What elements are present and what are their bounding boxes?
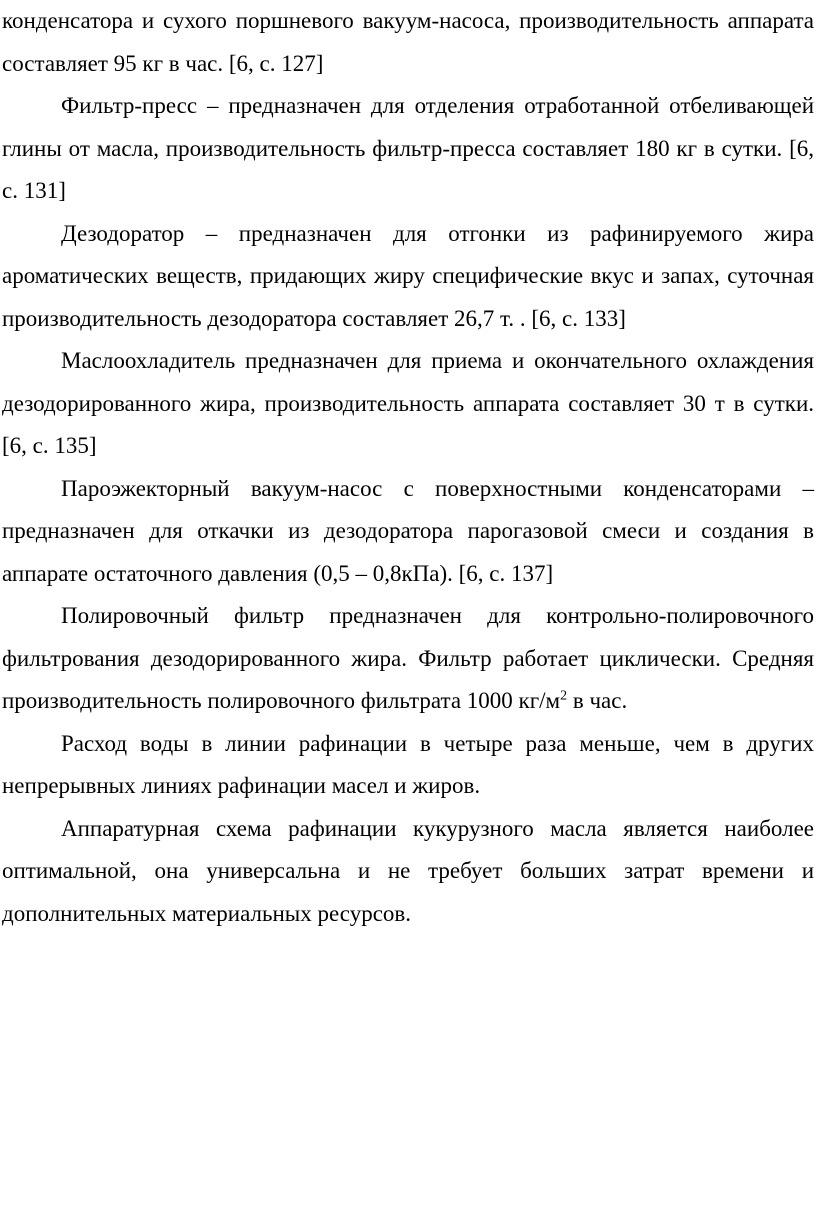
paragraph-oil-cooler: Маслоохладитель предназначен для приема и окончательного охлаждения дезодорированного жира, производительность аппарата составляет 30 т в сутки.[6, с. 135]	[2, 348, 814, 458]
paragraph-conclusion: Аппаратурная схема рафинации кукурузного масла является наиболее оптимальной, она универсальна и не требует больших затрат времени и дополнительных материальных ресурсов.	[2, 815, 814, 926]
paragraph-steam-ejector-pump: Пароэжекторный вакуум-насос с поверхностными конденсаторами – предназначен для откачки из дезодоратора парогазовой смеси и создания в аппарате остаточного давления (0,5 – 0,8кПа). [6, с. 137]	[2, 475, 814, 586]
polishing-filter-text-end: в час.	[567, 688, 628, 713]
paragraph-deodorator: Дезодоратор – предназначен для отгонки из рафинируемого жира ароматических веществ, придающих жиру специфические вкус и запах, суточная производительность дезодоратора составляет 26,7 т. . [6, с. 133]	[2, 220, 814, 331]
polishing-filter-text: Полировочный фильтр предназначен для контрольно-полировочного фильтрования дезодорированного жира. Фильтр работает циклически. Средняя производительность полировочного фильтрата 1000 кг/м	[2, 603, 814, 713]
document-body	[2, 0, 814, 935]
paragraph-filter-press: Фильтр-пресс – предназначен для отделения отработанной отбеливающей глины от масла, производительность фильтр-пресса составляет 180 кг в сутки. [6, с. 131]	[2, 93, 814, 203]
superscript-exponent: 2	[560, 688, 568, 704]
paragraph-vacuum-pump-continuation: конденсатора и сухого поршневого вакуум-насоса, производительность аппарата составляет 95 кг в час. [6, с. 127]	[2, 8, 814, 76]
paragraph-water-consumption: Расход воды в линии рафинации в четыре раза меньше, чем в других непрерывных линиях рафинации масел и жиров.	[2, 730, 814, 798]
paragraph-polishing-filter	[2, 595, 814, 723]
